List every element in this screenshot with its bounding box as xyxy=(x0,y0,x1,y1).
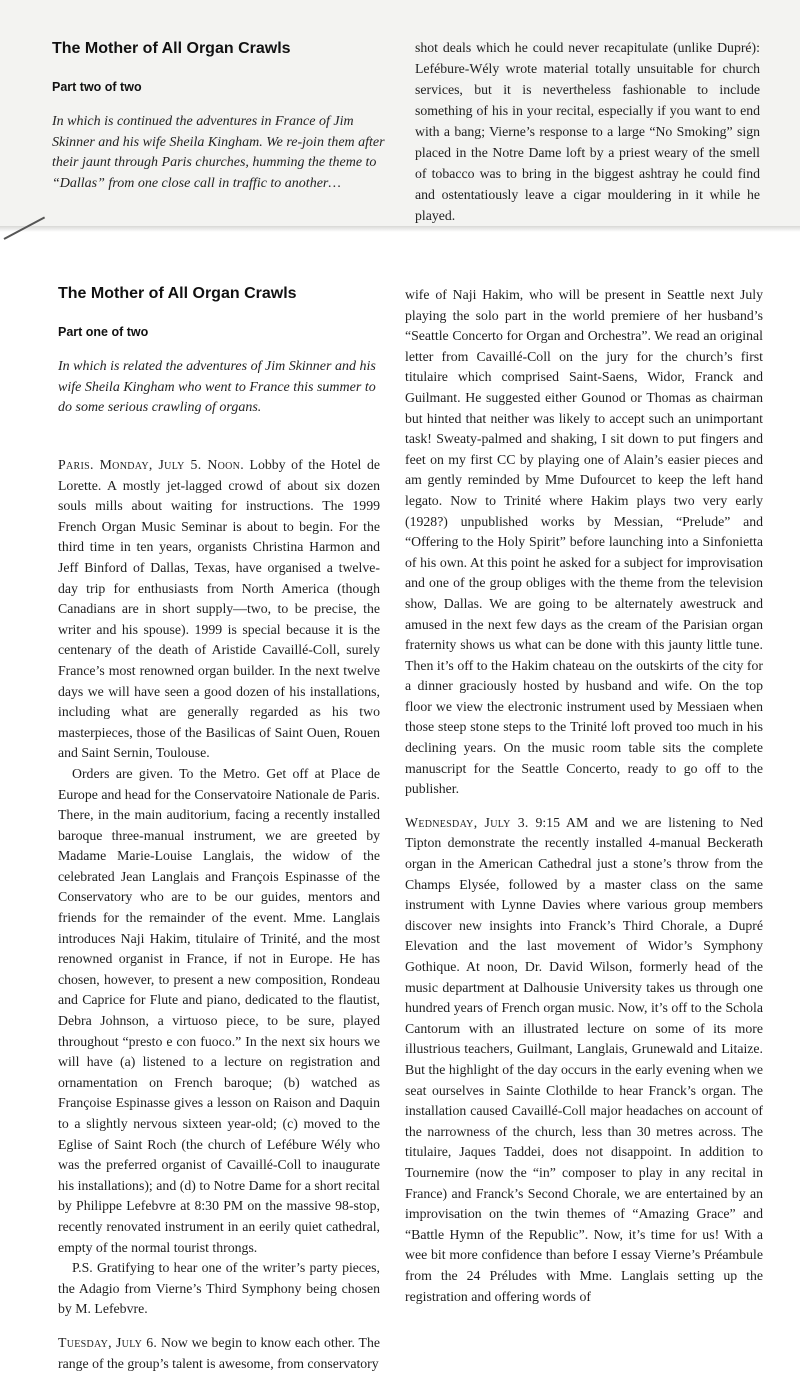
part-one-right-column xyxy=(405,285,763,1307)
left-paragraph xyxy=(58,455,380,764)
part-one-header xyxy=(58,285,378,419)
dateline: Paris. Monday, July 5. Noon. xyxy=(58,457,244,472)
part-two-continuation xyxy=(415,37,760,226)
part-two-subtitle: Part two of two xyxy=(52,80,142,94)
paragraph-text: wife of Naji Hakim, who will be present in Seattle next July playing the solo part in the world premiere of her husband’s “Seattle Concerto for Organ and Orchestra”. We read an original letter from Cavaillé-Coll on the jury for the church’s first titulaire which comprised Saint-Saens, Widor, Franck and Guilmant. He suggested either Gounod or Thomas as chairman but hinted that neither was likely to accept such an unimportant task! Sweaty-palmed and shaking, I sit down to put fingers and feet on my first CC by playing one of Alain’s easier pieces and am gently reminded by Mme Dufourcet to keep the left hand legato. Now to Trinité where Hakim plays two very early (1928?) unpublished works by Messian, “Prelude” and “Offering to the Holy Spirit” before launching into a Sinfonietta of his own. At this point he asked for a subject for improvisation and one of the group obliges with the theme from the television show, Dallas. We are going to be alternately awestruck and amused in the next few days as the cream of the Parisian organ fraternity shows us what can be done with this jaunty little tune. Then it’s off to the Hakim chateau on the outskirts of the city for a dinner graciously hosted by husband and wife. On the top floor we view the electronic instrument used by Messiaen when those steep stone steps to the Trinité loft proved too much in his declining years. On the music room table sits the complete manuscript for the Seattle Concerto, ready to go off to the publisher. xyxy=(405,287,763,797)
paragraph-text: 9:15 AM and we are listening to Ned Tipton demonstrate the recently installed 4-manual Beckerath organ in the American Cathedral just a stone’s throw from the Champs Elysée, followed by a master class on the same instrument with Lynne Davies where various group members discover new insights into Franck’s Third Chorale, a Dupré Elevation and the last movement of Widor’s Symphony Gothique. At noon, Dr. David Wilson, formerly head of the music department at Dalhousie University takes us through one hundred years of French organ music. Now, it’s off to the Schola Cantorum with an illustrated lecture on some of its more illustrious teachers, Guilmant, Langlais, Grunewald and Litaize. But the highlight of the day occurs in the early evening when we seat ourselves in Sainte Clothilde to hear Franck’s organ. The installation caused Cavaillé-Coll major headaches on account of the narrowness of the church, less than 30 metres across. The titulaire, Jaques Taddei, does not disappoint. In addition to Tournemire (now the “in” composer to play in any recital in France) and Franck’s Second Chorale, we are entertained by an improvisation on the twin themes of “Amazing Grace” and “Battle Hymn of the Republic”. Now, it’s time for us! With a wee bit more confidence than before I essay Vierne’s Préambule from the 24 Préludes with Mme. Langlais setting up the registration and offering words of xyxy=(405,814,763,1304)
dateline: Tuesday, July 6. xyxy=(58,1334,158,1350)
part-two-continuation-text: shot deals which he could never recapitulate (unlike Dupré): Lefébure-Wély wrote material totally unsuitable for church services, but it is nevertheless fashionable to include something of his in your recital, especially if you want to end with a bang; Vierne’s response to a large “No Smoking” sign placed in the Notre Dame loft by a priest weary of the smell of tobacco was to bring in the biggest ashtray he could find and ostentatiously leave a cigar mouldering in it while he played. xyxy=(415,40,760,223)
part-two-intro: In which is continued the adventures in France of Jim Skinner and his wife Sheila Kingham. We re-join them after their jaunt through Paris churches, humming the theme to “Dallas” from one close call in traffic to another… xyxy=(52,114,385,191)
part-two-header xyxy=(52,40,392,194)
part-one-title: The Mother of All Organ Crawls xyxy=(58,285,297,302)
paragraph-text: Now we begin to know each other. The range of the group’s talent is awesome, from conservatory xyxy=(58,1334,381,1371)
left-paragraph xyxy=(58,1258,380,1320)
page-fold xyxy=(0,226,800,232)
right-paragraph xyxy=(405,285,763,800)
part-one-intro: In which is related the adventures of Jim Skinner and his wife Sheila Kingham who went to France this summer to do some serious crawling of organs. xyxy=(58,359,376,415)
paragraph-text: Lobby of the Hotel de Lorette. A mostly jet-lagged crowd of about six dozen souls mills about waiting for instructions. The 1999 French Organ Music Seminar is about to begin. For the third time in ten years, organists Christina Harmon and Jeff Binford of Dallas, Texas, have organised a twelve-day trip for enthusiasts from North America (though Canadians are in short supply—two, to be precise, the writer and his spouse). 1999 is special because it is the centenary of the death of Aristide Cavaillé-Coll, surely France’s most renowned organ builder. In the next twelve days we will have seen a good dozen of his installations, including what are generally regarded as his two masterpieces, those of the Basilicas of Saint Ouen, Rouen and Saint Sernin, Toulouse. xyxy=(58,457,380,761)
paragraph-text: Orders are given. To the Metro. Get off at Place de Europe and head for the Conservatoire Nationale de Paris. There, in the main auditorium, facing a recently installed baroque three-manual instrument, we are greeted by Madame Marie-Louise Langlais, the widow of the celebrated Jean Langlais and François Espinasse of the Conservatory who are to be our guides, mentors and friends for the remainder of the event. Mme. Langlais introduces Naji Hakim, titulaire of Trinité, and the most renowned organist in France, if not in Europe. He has chosen, however, to present a new composition, Rondeau and Caprice for Flute and piano, dedicated to the flautist, Debra Johnson, a virtuoso piece, to be sure, played throughout “presto e con fuoco.” In the next six hours we will have (a) listened to a lecture on registration and ornamentation on French baroque; (b) watched as Françoise Espinasse gives a lesson on Raison and Daquin to a slightly nervous sixteen year-old; (c) moved to the Eglise of Saint Roch (the church of Lefébure Wély who was the preferred organist of Cavaillé-Coll to inaugurate his installations); and (d) to Notre Dame for a short recital by Philippe Lefebvre at 8:30 PM on the massive 98-stop, recently renovated instrument in an eerily quiet cathedral, empty of the normal tourist throngs. xyxy=(58,765,380,1255)
dateline: Wednesday, July 3. xyxy=(405,814,529,830)
part-one-subtitle: Part one of two xyxy=(58,325,149,339)
paragraph-text: P.S. Gratifying to hear one of the writer’s party pieces, the Adagio from Vierne’s Third Symphony being chosen by M. Lefebvre. xyxy=(58,1260,380,1317)
part-two-title: The Mother of All Organ Crawls xyxy=(52,40,291,57)
left-paragraph xyxy=(58,764,380,1258)
left-paragraph xyxy=(58,1333,380,1374)
part-one-left-column xyxy=(58,455,380,1374)
right-paragraph xyxy=(405,813,763,1307)
